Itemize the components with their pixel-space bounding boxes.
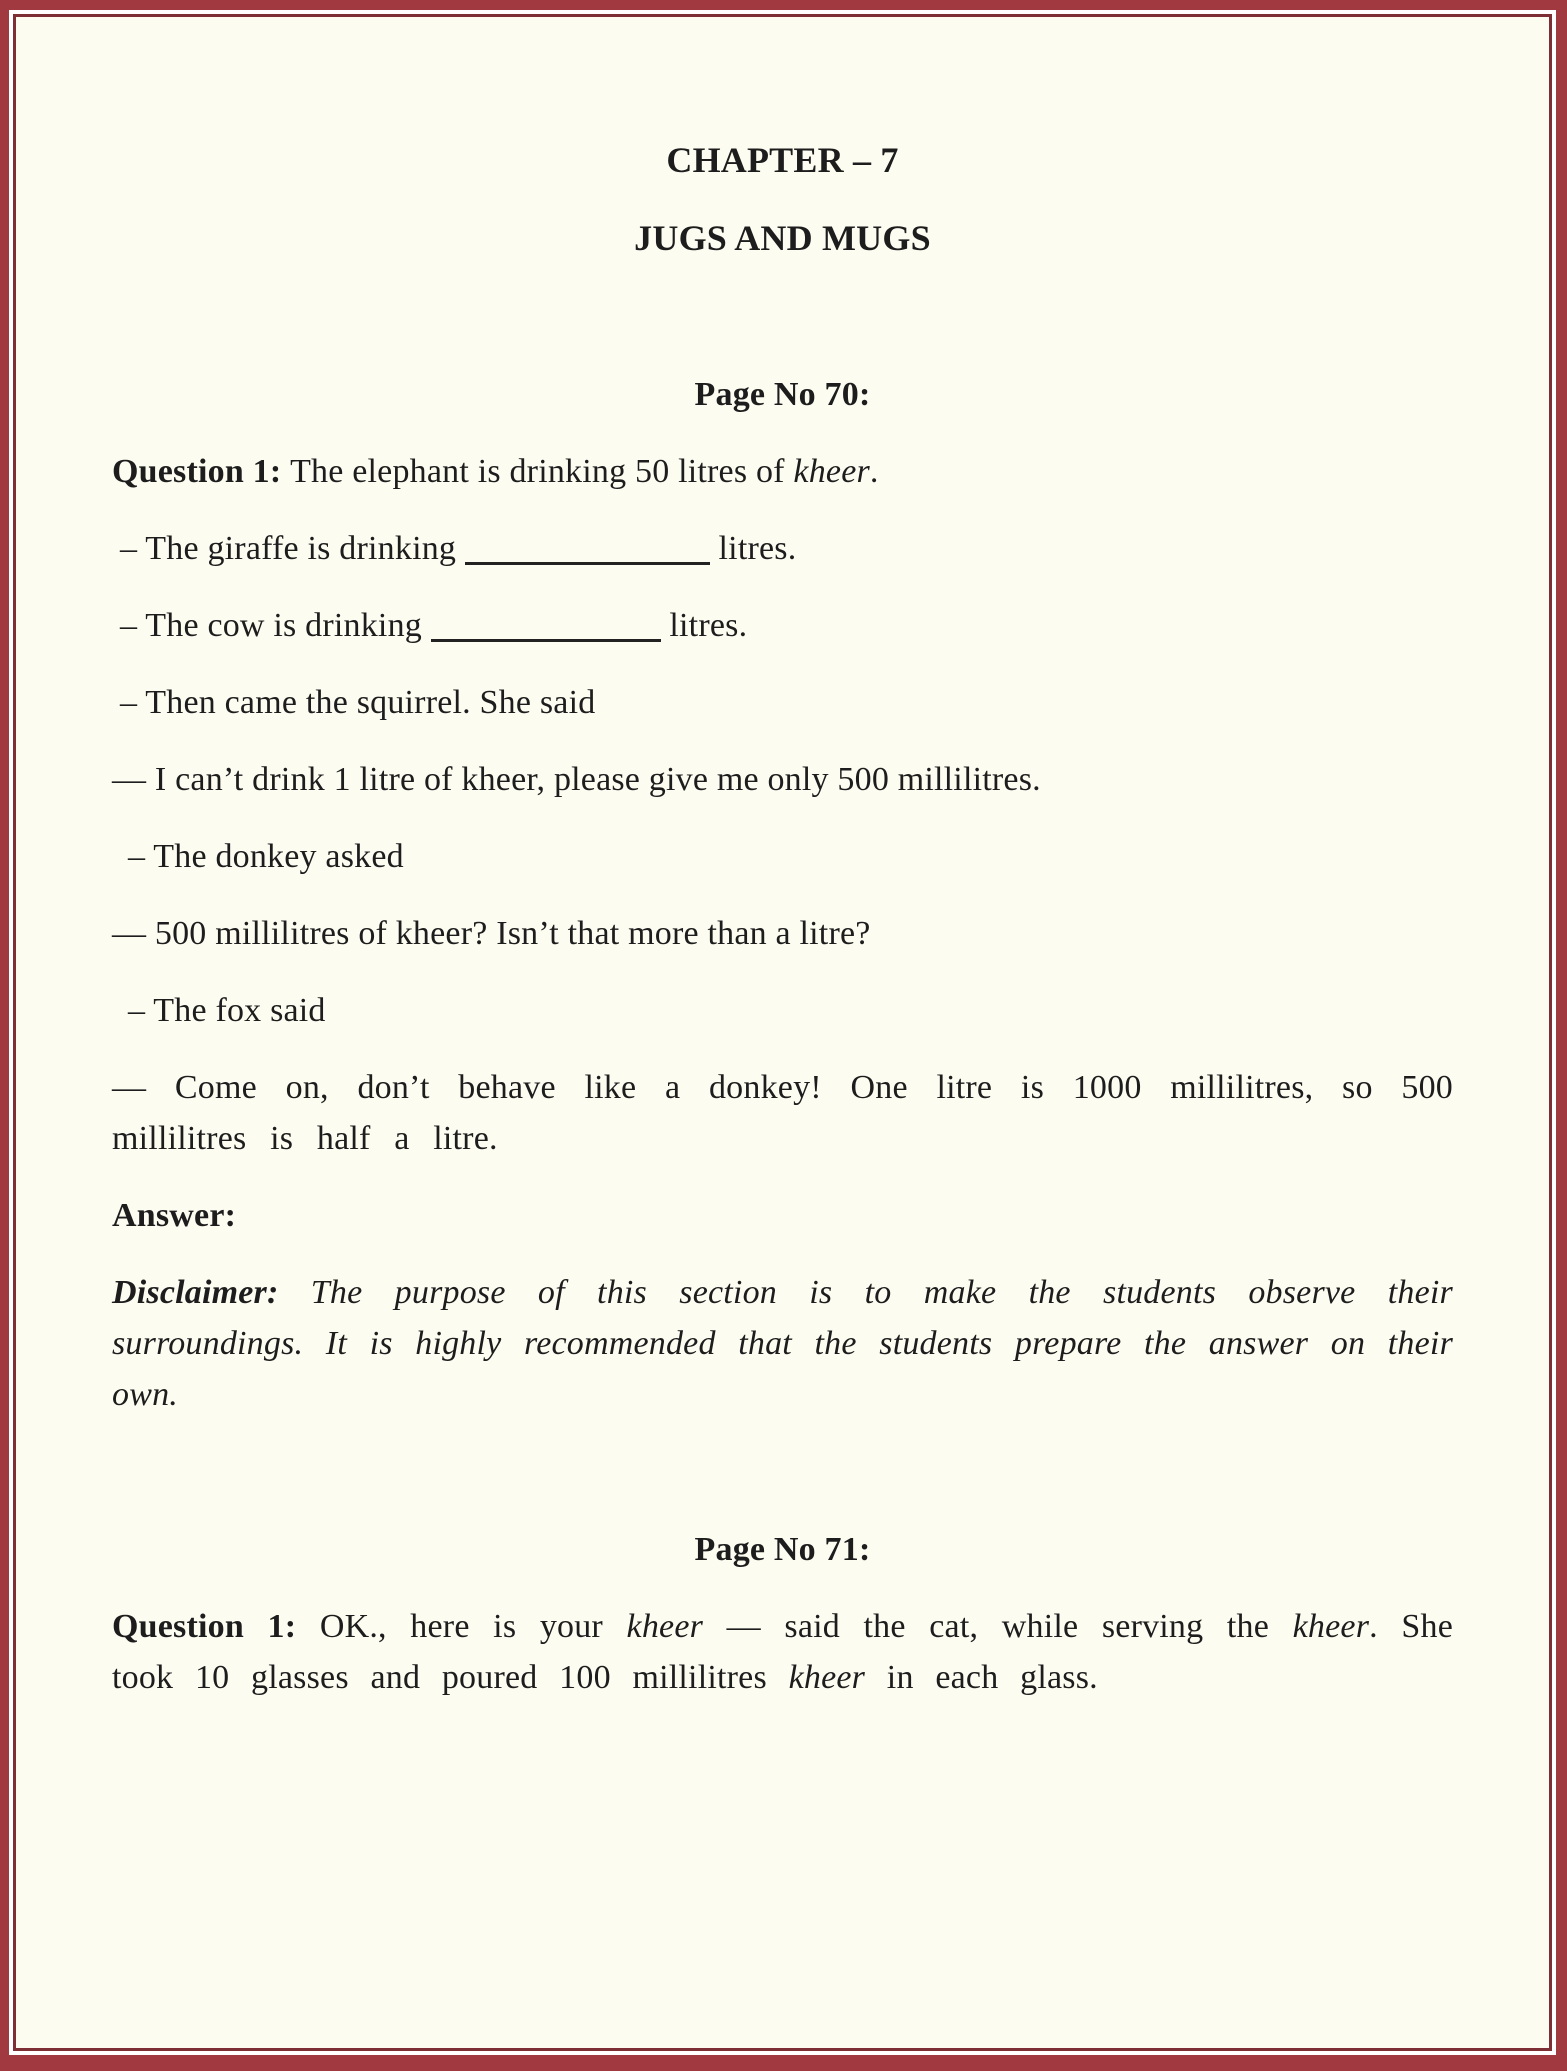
text-segment: litres. — [660, 607, 748, 644]
text-segment: . — [869, 453, 879, 490]
chapter-subtitle: JUGS AND MUGS — [634, 218, 931, 258]
cow-line — [112, 600, 1453, 651]
text-segment: Page No 70: — [694, 376, 871, 413]
chapter-title: CHAPTER – 7 — [666, 140, 899, 180]
text-segment: Question 1: — [112, 1608, 320, 1645]
page-70-heading — [112, 369, 1453, 420]
text-segment: – The donkey asked — [128, 838, 404, 875]
answer-label — [112, 1190, 1453, 1241]
text-segment: The elephant is drinking 50 litres of — [290, 453, 794, 490]
text-segment: – The cow is drinking — [120, 607, 431, 644]
text-segment: Disclaimer: — [112, 1274, 311, 1311]
text-segment: OK., here is your — [319, 1608, 627, 1645]
text-segment: litres. — [709, 530, 797, 567]
donkey-line — [112, 831, 1453, 882]
text-segment: The purpose of this section is to make the students observe their surroundings. It is highly recommended that the students prepare the answer on their own. — [112, 1274, 1453, 1413]
text-segment: — said the cat, while serving the — [703, 1608, 1293, 1645]
page-71-heading — [112, 1524, 1453, 1575]
text-segment: . She took 10 glasses and poured 100 millilitres — [112, 1608, 1454, 1696]
squirrel-line — [112, 677, 1453, 728]
text-segment: Answer: — [112, 1197, 237, 1234]
disclaimer — [112, 1267, 1453, 1420]
q1-p70-intro — [112, 446, 1453, 497]
fox-quote — [112, 1062, 1453, 1164]
squirrel-quote — [112, 754, 1453, 805]
text-segment: — 500 millilitres of kheer? Isn’t that more than a litre? — [112, 915, 871, 952]
giraffe-line — [112, 523, 1453, 574]
text-segment: kheer — [788, 1659, 866, 1696]
document-body — [112, 369, 1453, 1703]
text-segment: kheer — [1292, 1608, 1370, 1645]
text-segment: – The giraffe is drinking — [120, 530, 465, 567]
text-segment: in each glass. — [865, 1659, 1098, 1696]
text-segment: – The fox said — [128, 992, 326, 1029]
q1-p71 — [112, 1601, 1453, 1703]
blank-line — [465, 560, 710, 565]
blank-line — [431, 637, 661, 642]
page-frame — [9, 10, 1556, 2055]
text-segment: kheer — [793, 453, 870, 490]
fox-line — [112, 985, 1453, 1036]
text-segment: Page No 71: — [694, 1531, 871, 1568]
document-page — [13, 14, 1552, 2051]
donkey-quote — [112, 908, 1453, 959]
text-segment: — Come on, don’t behave like a donkey! One litre is 1000 millilitres, so 500 millilitres is half a litre. — [112, 1069, 1453, 1157]
text-segment: — I can’t drink 1 litre of kheer, please give me only 500 millilitres. — [112, 761, 1041, 798]
text-segment: – Then came the squirrel. She said — [120, 684, 596, 721]
text-segment: kheer — [626, 1608, 704, 1645]
text-segment: Question 1: — [112, 453, 291, 490]
